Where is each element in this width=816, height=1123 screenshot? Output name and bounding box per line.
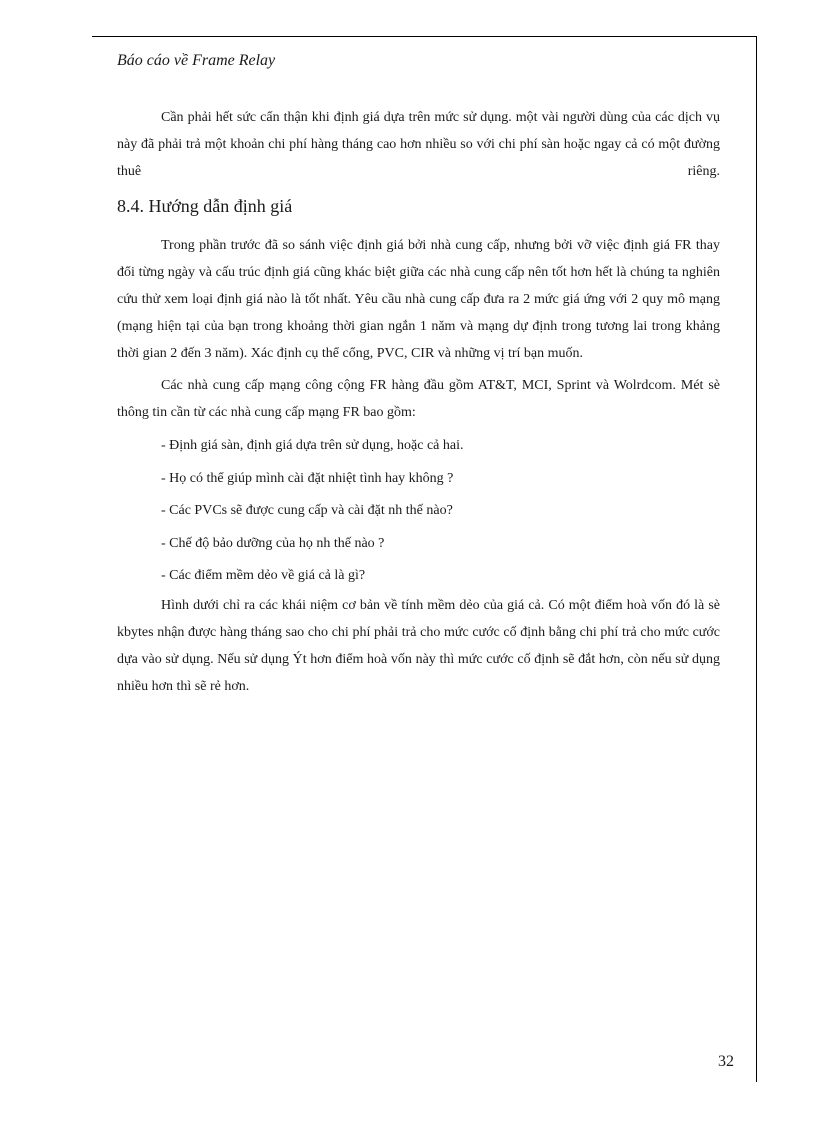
- list-item: - Định giá sàn, định giá dựa trên sử dụng, hoặc cả hai.: [161, 438, 464, 453]
- section-heading: 8.4. Hướng dẫn định giá: [117, 196, 293, 216]
- section-paragraph-2: Các nhà cung cấp mạng công cộng FR hàng đầu gồm AT&T, MCI, Sprint và Wolrdcom. Mét sè thông tin cần từ các nhà cung cấp mạng FR bao gồm:: [117, 378, 720, 420]
- section-paragraph-3: Hình dưới chỉ ra các khái niệm cơ bản về tính mềm dẻo của giá cả. Có một điểm hoà vốn đó là sè kbytes nhận được hàng tháng sao cho chi phí phải trả cho mức cước cố định bằng chi phí trả cho mức cước dựa vào sử dụng. Nếu sử dụng Ýt hơn điểm hoà vốn này thì mức cước cố định sẽ đắt hơn, còn nếu sử dụng nhiều hơn thì sẽ rẻ hơn.: [117, 598, 720, 694]
- document-header: Báo cáo về Frame Relay: [117, 52, 276, 69]
- list-item: - Các PVCs sẽ được cung cấp và cài đặt nh thế nào?: [161, 503, 453, 518]
- list-item: - Chế độ bảo dưỡng của họ nh thế nào ?: [161, 535, 385, 551]
- intro-paragraph: Cần phải hết sức cẩn thận khi định giá dựa trên mức sử dụng. một vài người dùng của các dịch vụ này đã phải trả một khoản chi phí hàng tháng cao hơn nhiều so với chi phí sàn hoặc ngay cả có một đường thuê riêng.: [117, 110, 720, 179]
- list-item: - Các điểm mềm dẻo về giá cả là gì?: [161, 568, 366, 583]
- page-number: 32: [718, 1053, 734, 1070]
- question-list: [161, 430, 463, 593]
- list-item: - Họ có thể giúp mình cài đặt nhiệt tình hay không ?: [161, 470, 454, 486]
- section-paragraph-1: Trong phần trước đã so sánh việc định giá bởi nhà cung cấp, nhưng bởi vỡ việc định giá FR thay đổi từng ngày và cấu trúc định giá cũng khác biệt giữa các nhà cung cấp nên tốt hơn hết là chúng ta nghiên cứu thử xem loại định giá nào là tốt nhất. Yêu cầu nhà cung cấp đưa ra 2 mức giá ứng với 2 quy mô mạng (mạng hiện tại của bạn trong khoảng thời gian ngắn 1 năm và mạng dự định trong tương lai trong khảng thời gian 2 đến 3 năm). Xác định cụ thể cổng, PVC, CIR và những vị trí bạn muốn.: [117, 238, 720, 361]
